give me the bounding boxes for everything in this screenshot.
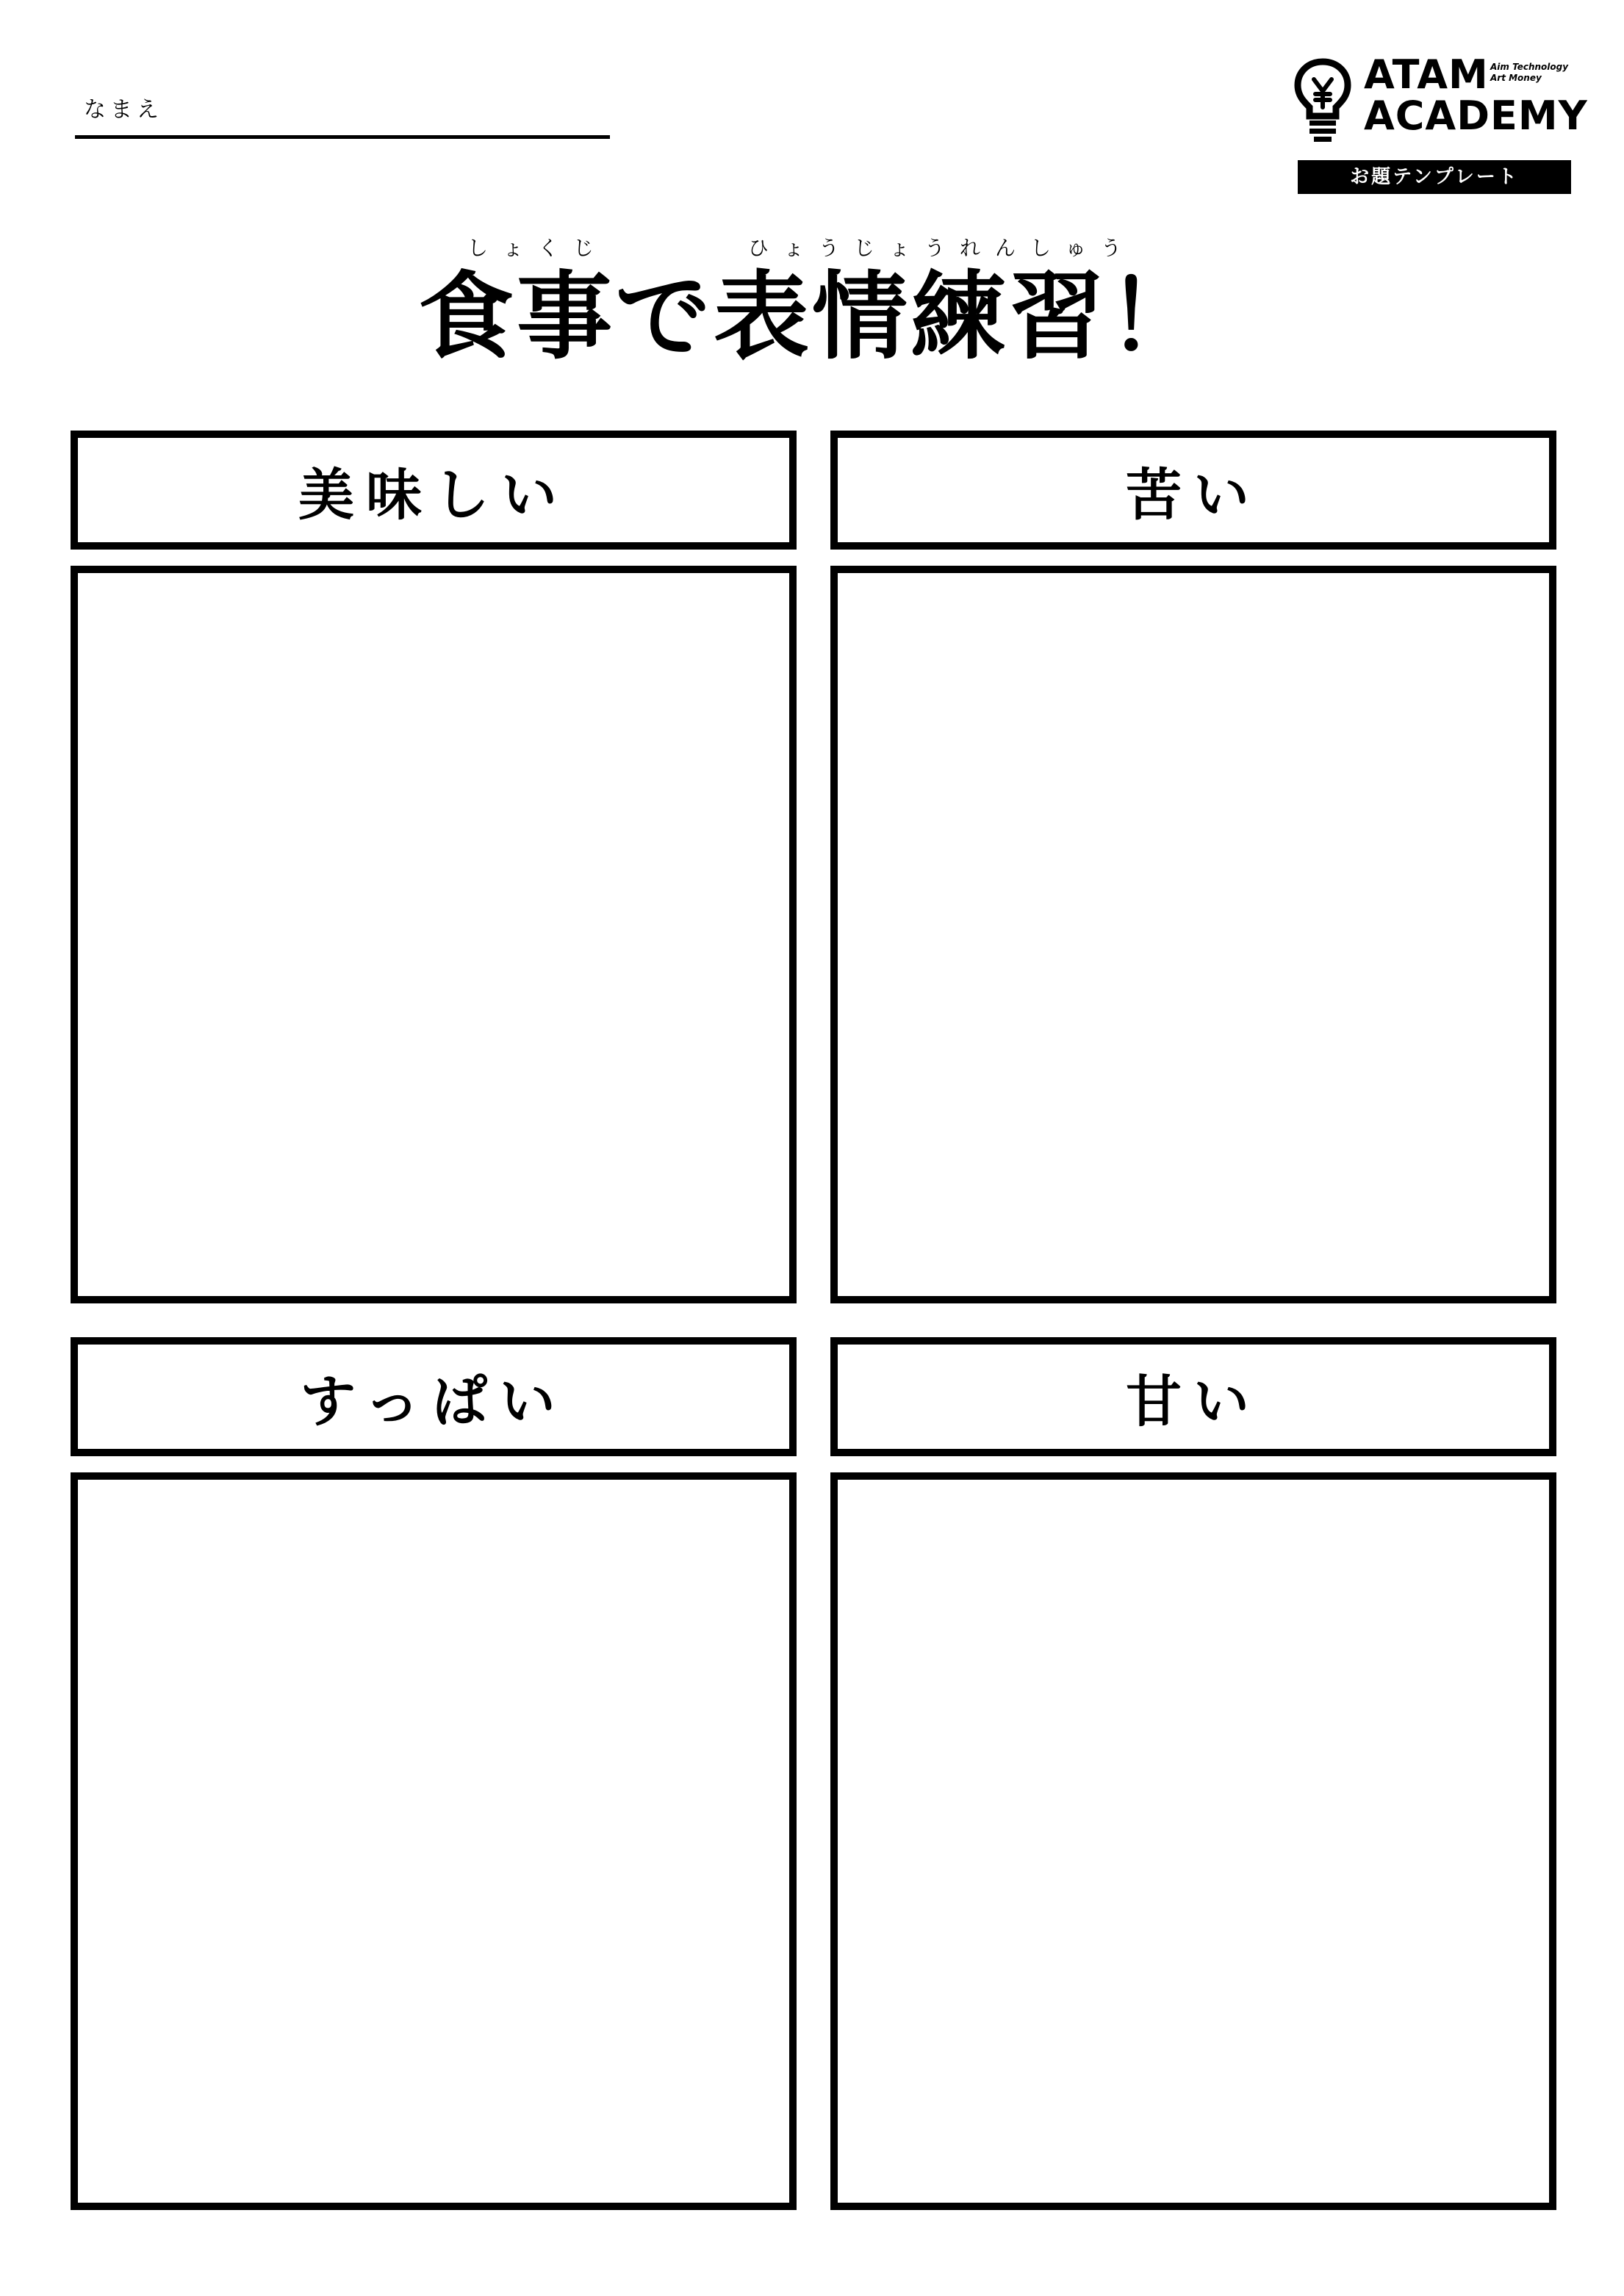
title-ruby-hyoujou-renshuu: ひょうじょうれんしゅう	[748, 236, 1137, 260]
name-label: なまえ	[84, 97, 163, 123]
logo-tagline-2: Art Money	[1490, 73, 1542, 83]
panel-label-sour: すっぱい	[71, 1337, 797, 1456]
name-field[interactable]	[75, 82, 610, 139]
drawing-area-delicious[interactable]	[71, 566, 797, 1303]
drawing-area-sweet[interactable]	[830, 1472, 1556, 2210]
drawing-area-bitter[interactable]	[830, 566, 1556, 1303]
drawing-area-sour[interactable]	[71, 1472, 797, 2210]
panel-label-bitter: 苦い	[830, 431, 1556, 550]
lightbulb-yen-icon	[1293, 57, 1352, 145]
logo-line-atam: ATAM	[1364, 51, 1489, 98]
panel-label-sweet: 甘い	[830, 1337, 1556, 1456]
logo-line-academy: ACADEMY	[1364, 93, 1588, 139]
page-title: 食事で表情練習！	[417, 261, 1206, 373]
logo-tagline-1: Aim Technology	[1490, 62, 1569, 72]
panel-label-delicious: 美味しい	[71, 431, 797, 550]
atam-academy-logo	[1293, 51, 1588, 198]
template-badge: お題テンプレート	[1298, 160, 1571, 194]
logo-tagline	[1490, 62, 1568, 84]
title-ruby-shokuji: しょくじ	[467, 236, 609, 260]
